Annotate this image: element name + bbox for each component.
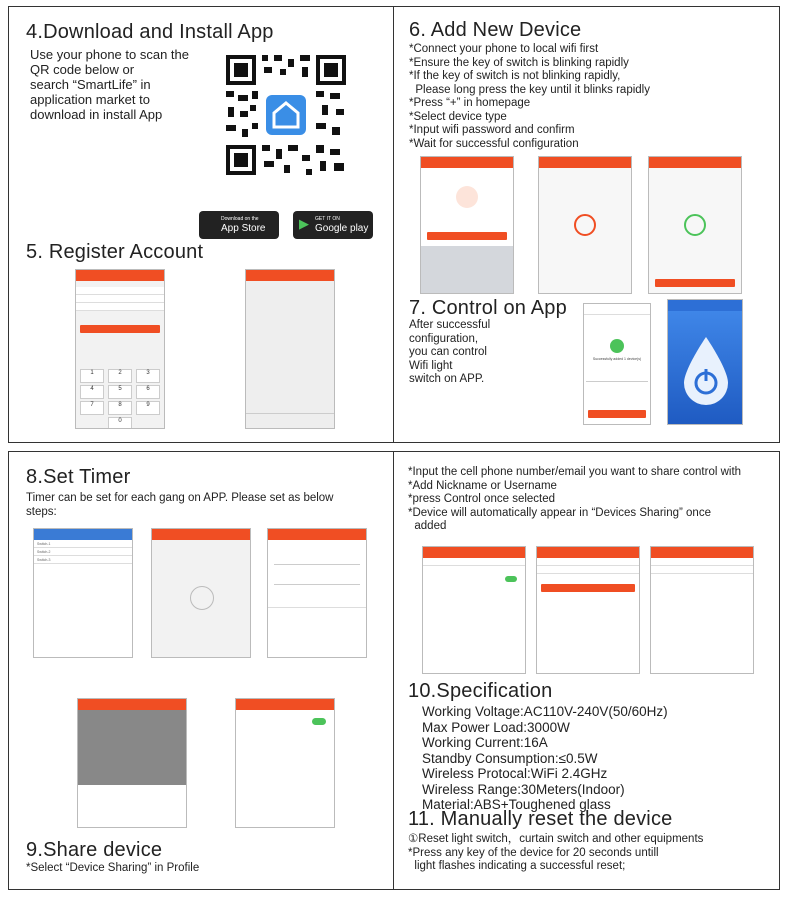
section-9-text: *Select “Device Sharing” in Profile bbox=[26, 862, 200, 874]
spec-item: Working Voltage:AC110V-240V(50/60Hz) bbox=[422, 704, 668, 719]
section-7-title: 7. Control on App bbox=[409, 297, 567, 319]
spec-item: Material:ABS+Toughened glass bbox=[422, 797, 611, 812]
control-screenshot-1 bbox=[583, 303, 651, 425]
spec-item: Wireless Range:30Meters(Indoor) bbox=[422, 781, 625, 797]
share-screenshot-1 bbox=[422, 546, 526, 674]
panel-share-spec-reset bbox=[393, 451, 780, 890]
panel-add-control bbox=[393, 6, 780, 443]
google-play-big-label: Google play bbox=[315, 223, 369, 234]
control-screenshot-2 bbox=[667, 299, 743, 425]
section-11-title: 11. Manually reset the device bbox=[408, 808, 673, 830]
app-store-button[interactable] bbox=[199, 211, 279, 239]
share-screenshot-3 bbox=[650, 546, 754, 674]
section-4-title: 4.Download and Install App bbox=[26, 21, 274, 43]
add-device-screenshot-1 bbox=[420, 156, 514, 294]
add-device-screenshot-2 bbox=[538, 156, 632, 294]
section-6-steps: *Connect your phone to local wifi first *Ensure the key of switch is blinking rapidly *If the key of switch is not blinking rapidly, Please long press the key until it blinks rapidly *Press “+” in homepage *Select device type *Input wifi password and confirm *Wait for successful configuration bbox=[409, 43, 650, 150]
success-message: Successfully added 1 device(s) bbox=[592, 357, 642, 361]
qr-code bbox=[222, 51, 350, 179]
google-play-small-label: GET IT ON bbox=[315, 216, 340, 222]
app-store-big-label: App Store bbox=[221, 223, 266, 234]
section-4-text: Use your phone to scan the QR code below or search “SmartLife” in application market to download in install App bbox=[30, 47, 189, 122]
register-screenshot-2 bbox=[245, 269, 335, 429]
timer-screenshot-5 bbox=[235, 698, 335, 828]
section-7-text: After successful configuration, you can control Wifi light switch on APP. bbox=[409, 319, 491, 385]
home-app-bar bbox=[246, 270, 334, 281]
share-screenshot-2 bbox=[536, 546, 640, 674]
timer-screenshot-1: Switch-1 Switch-2 Switch-3 bbox=[33, 528, 133, 658]
section-9-title: 9.Share device bbox=[26, 839, 163, 861]
water-drop-icon bbox=[680, 335, 732, 407]
spec-item: Wireless Protocal:WiFi 2.4GHz bbox=[422, 766, 608, 781]
timer-screenshot-3 bbox=[267, 528, 367, 658]
add-device-screenshot-3 bbox=[648, 156, 742, 294]
section-8-text: Timer can be set for each gang on APP. Please set as below steps: bbox=[26, 492, 334, 518]
spec-item: Standby Consumption:≤0.5W bbox=[422, 750, 598, 766]
section-11-text: ①Reset light switch，curtain switch and other equipments *Press any key of the device for 20 seconds untill light flashes indicating a successful reset; bbox=[408, 833, 704, 872]
section-10-title: 10.Specification bbox=[408, 680, 553, 702]
share-steps: *Input the cell phone number/email you want to share control with *Add Nickname or Username *press Control once selected *Device will automatically appear in “Devices Sharing” once added bbox=[408, 466, 742, 532]
register-app-bar bbox=[76, 270, 164, 281]
spec-item: Working Current:16A bbox=[422, 735, 548, 750]
google-play-icon: ▶ bbox=[299, 216, 309, 231]
spec-list bbox=[422, 704, 668, 813]
spec-item: Max Power Load:3000W bbox=[422, 719, 570, 735]
panel-download-register bbox=[8, 6, 394, 443]
panel-timer-share bbox=[8, 451, 394, 890]
section-8-title: 8.Set Timer bbox=[26, 466, 131, 488]
apple-icon bbox=[205, 217, 217, 231]
app-store-small-label: Download on the bbox=[221, 216, 259, 222]
register-screenshot-1: 1 2 3 4 5 6 7 8 9 0 bbox=[75, 269, 165, 429]
section-5-title: 5. Register Account bbox=[26, 241, 204, 263]
google-play-button[interactable] bbox=[293, 211, 373, 239]
timer-screenshot-2 bbox=[151, 528, 251, 658]
section-6-title: 6. Add New Device bbox=[409, 19, 582, 41]
timer-screenshot-4 bbox=[77, 698, 187, 828]
